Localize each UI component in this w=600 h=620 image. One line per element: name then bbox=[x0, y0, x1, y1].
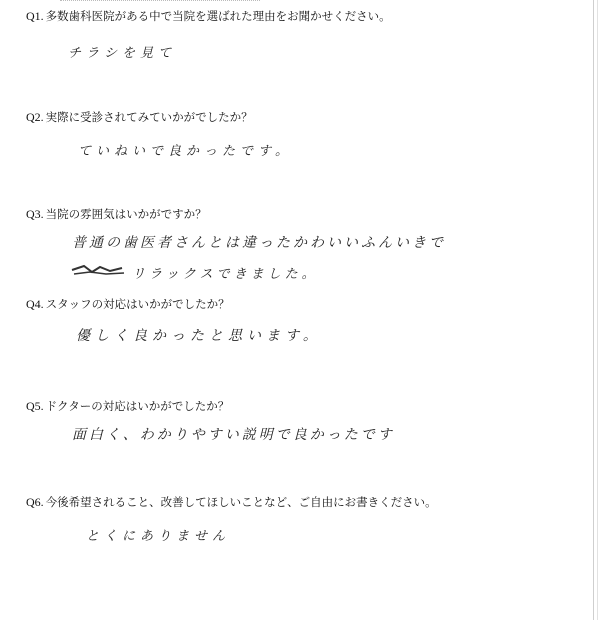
question-1 bbox=[26, 9, 391, 23]
question-text: 多数歯科医院がある中で当院を選ばれた理由をお聞かせください。 bbox=[45, 9, 391, 23]
question-number: Q5. bbox=[26, 399, 44, 413]
question-4 bbox=[26, 297, 230, 311]
question-6 bbox=[26, 495, 437, 509]
question-5 bbox=[26, 399, 229, 413]
page-right-edge bbox=[593, 0, 594, 620]
strikethrough-scribble bbox=[70, 262, 128, 280]
question-number: Q4. bbox=[26, 297, 44, 311]
question-text: 当院の雰囲気はいかがですか？ bbox=[45, 207, 207, 221]
question-text: 今後希望されること、改善してほしいことなど、ご自由にお書きください。 bbox=[45, 495, 437, 509]
question-text: ドクターの対応はいかがでしたか？ bbox=[45, 399, 230, 413]
answer-5-line-1: 面白く、わかりやすい説明で良かったです bbox=[72, 427, 395, 443]
answer-4-line-1: 優しく良かったと思います。 bbox=[76, 328, 322, 344]
answer-1-line-1: チラシを見て bbox=[68, 46, 177, 61]
page-top-edge bbox=[60, 0, 260, 4]
answer-3-line-2: リラックスできました。 bbox=[132, 267, 319, 282]
answer-2-line-1: ていねいで良かったです。 bbox=[78, 144, 293, 159]
question-number: Q6. bbox=[26, 495, 44, 509]
question-number: Q2. bbox=[26, 110, 44, 124]
page-right-edge-shadow bbox=[597, 0, 598, 620]
question-number: Q1. bbox=[26, 9, 44, 23]
question-2 bbox=[26, 110, 253, 124]
question-3 bbox=[26, 207, 207, 221]
answer-6-line-1: とくにありません bbox=[86, 529, 231, 544]
question-number: Q3. bbox=[26, 207, 44, 221]
answer-3-line-1: 普通の歯医者さんとは違ったかわいいふんいきで bbox=[72, 235, 446, 251]
question-text: 実際に受診されてみていかがでしたか？ bbox=[45, 110, 253, 124]
question-text: スタッフの対応はいかがでしたか？ bbox=[45, 297, 230, 311]
